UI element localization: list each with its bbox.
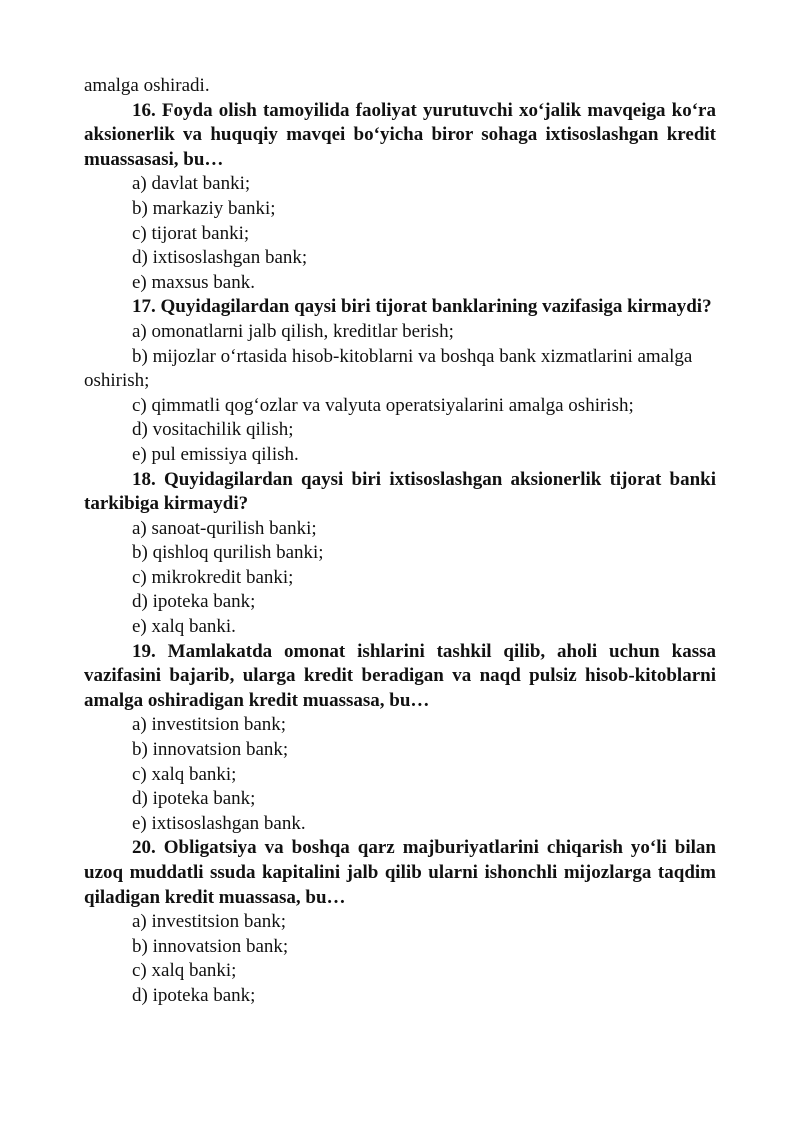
- option-16-e: e) maxsus bank.: [132, 271, 255, 293]
- option-17-d: d) vositachilik qilish;: [132, 419, 294, 441]
- option-17-e: e) pul emissiya qilish.: [132, 443, 299, 465]
- option-19-e: e) ixtisoslashgan bank.: [132, 812, 306, 834]
- option-19-b: b) innovatsion bank;: [132, 739, 289, 761]
- option-20-d: d) ipoteka bank;: [132, 984, 256, 1006]
- intro-text: amalga oshiradi.: [84, 75, 210, 96]
- question-19: 19. Mamlakatda omonat ishlarini tashkil qilib, aholi uchun kassa vazifasini bajarib, ularga kredit beradigan va naqd pulsiz hisob-kitoblarni amalga oshiradigan kredit muassasa, bu…: [84, 640, 716, 711]
- question-18: 18. Quyidagilardan qaysi biri ixtisoslashgan aksionerlik tijorat banki tarkibiga kirmaydi?: [84, 468, 716, 515]
- option-18-b: b) qishloq qurilish banki;: [132, 542, 324, 564]
- option-17-c: c) qimmatli qog‘ozlar va valyuta operatsiyalarini amalga oshirish;: [132, 394, 634, 416]
- option-18-d: d) ipoteka bank;: [132, 591, 256, 613]
- option-20-a: a) investitsion bank;: [132, 911, 287, 933]
- option-18-c: c) mikrokredit banki;: [132, 566, 294, 588]
- option-19-c: c) xalq banki;: [132, 763, 237, 785]
- option-16-b: b) markaziy banki;: [132, 197, 276, 219]
- option-19-d: d) ipoteka bank;: [132, 788, 256, 810]
- option-16-d: d) ixtisoslashgan bank;: [132, 247, 308, 269]
- question-16: 16. Foyda olish tamoyilida faoliyat yurutuvchi xo‘jalik mavqeiga ko‘ra aksionerlik va huquqiy mavqei bo‘yicha biror sohaga ixtisoslashgan kredit muassasasi, bu…: [84, 99, 716, 170]
- option-17-a: a) omonatlarni jalb qilish, kreditlar berish;: [132, 320, 454, 342]
- option-20-c: c) xalq banki;: [132, 960, 237, 982]
- option-19-a: a) investitsion bank;: [132, 714, 287, 736]
- option-18-a: a) sanoat-qurilish banki;: [132, 517, 317, 539]
- option-18-e: e) xalq banki.: [132, 616, 236, 638]
- option-16-c: c) tijorat banki;: [132, 222, 250, 244]
- question-17: 17. Quyidagilardan qaysi biri tijorat banklarining vazifasiga kirmaydi?: [132, 296, 712, 318]
- question-20: 20. Obligatsiya va boshqa qarz majburiyatlarini chiqarish yo‘li bilan uzoq muddatli ssuda kapitalini jalb qilib ularni ishonchli mijozlarga taqdim qiladigan kredit muassasa, bu…: [84, 837, 716, 908]
- option-16-a: a) davlat banki;: [132, 173, 251, 195]
- option-20-b: b) innovatsion bank;: [132, 935, 289, 957]
- option-17-b: b) mijozlar o‘rtasida hisob-kitoblarni va boshqa bank xizmatlarini amalga oshirish;: [84, 345, 693, 392]
- document-page: [84, 74, 716, 1009]
